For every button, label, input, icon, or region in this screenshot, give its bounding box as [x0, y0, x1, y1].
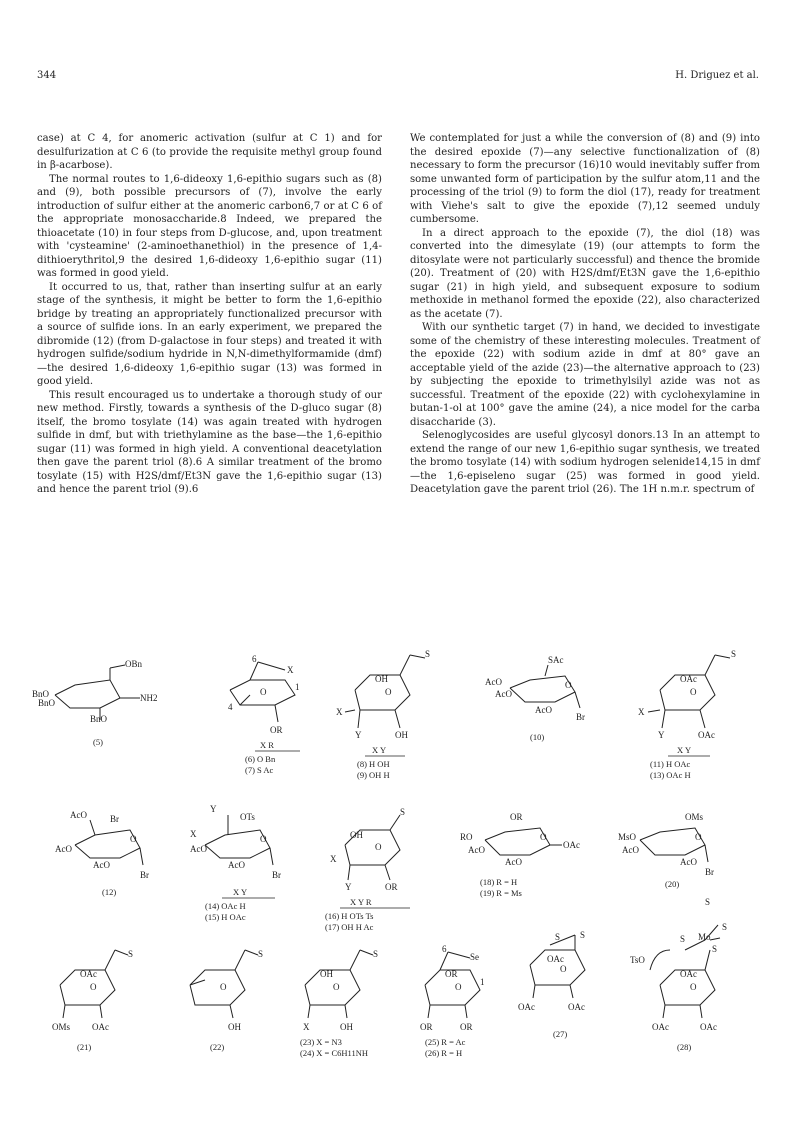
struct-label: OAc [563, 840, 580, 850]
struct-label: RO [460, 832, 473, 842]
compound-number: (18) R = H [480, 877, 518, 887]
struct-label: Br [140, 870, 149, 880]
struct-label: Y [355, 730, 362, 740]
compound-number: (22) [210, 1042, 225, 1052]
compound-number: (24) X = C6H11NH [300, 1048, 368, 1058]
struct-label: AcO [55, 844, 72, 854]
struct-label: Br [110, 814, 119, 824]
paragraph: This result encouraged us to undertake a thorough study of our new method. Firstly, towards a synthesis of the D-gluco sugar (8) itself, the bromo tosylate (14) was again treated with hydrogen sulfide in dmf, but with triethylamine as the base—the 1,6-epithio sugar (11) was formed in high yield. A conventional deacetylation then gave the parent triol (8).6 A similar treatment of the bromo tosylate (15) with H2S/dmf/Et3N gave the 1,6-epithio sugar (13) and hence the parent triol (9).6 [37, 389, 382, 495]
struct-label: X [287, 665, 294, 675]
struct-label: OAc [568, 1002, 585, 1012]
table-row: (15) H OAc [205, 912, 246, 922]
structure-27 [530, 935, 585, 998]
table-row: (14) OAc H [205, 901, 246, 911]
struct-label: O [560, 964, 567, 974]
table-row: (8) H OH [357, 759, 390, 769]
struct-label: BnO [90, 714, 108, 724]
struct-label: 1 [295, 682, 300, 692]
table-row: (7) S Ac [245, 765, 274, 775]
struct-label: OMs [52, 1022, 71, 1032]
paragraph: The normal routes to 1,6-dideoxy 1,6-epithio sugars such as (8) and (9), both possible precursors of (7), involve the early introduction of sulfur either at the anomeric carbon6,7 or at C 6 of the appropriate monosaccharide.8 Indeed, we prepared the thioacetate (10) in four steps from D-glucose, and, upon treatment with 'cysteamine' (2-aminoethanethiol) in the presence of 1,4-dithioerythritol,9 the desired 1,6-dideoxy 1,6-epithio sugar (11) was formed in good yield. [37, 173, 382, 279]
struct-label: AcO [228, 860, 245, 870]
paragraph: In a direct approach to the epoxide (7), the diol (18) was converted into the dimesylate (19) (our attempts to form the ditosylate were not particularly successful) and thence the bromide (20). Treatment of (20) with H2S/dmf/Et3N gave the 1,6-epithio sugar (21) in high yield, and subsequent exposure to sodium methoxide in methanol formed the epoxide (22), also characterized as the acetate (7). [410, 227, 760, 320]
table-header: X Y [677, 745, 692, 755]
struct-label: OMs [685, 812, 704, 822]
struct-label: OR [460, 1022, 473, 1032]
struct-label: Br [705, 867, 714, 877]
struct-label: O [90, 982, 97, 992]
struct-label: AcO [495, 689, 512, 699]
struct-label: Y [345, 882, 352, 892]
struct-label: OR [270, 725, 283, 735]
struct-label: O [540, 832, 547, 842]
struct-label: S [258, 949, 264, 959]
paragraph: Selenoglycosides are useful glycosyl donors.13 In an attempt to extend the range of our new 1,6-epithio sugar synthesis, we treated the bromo tosylate (14) with sodium hydrogen selenide14,15 in dmf—the 1,6-episeleno sugar (25) was formed in good yield. Deacetylation gave the parent triol (26). The 1H n.m.r. spectrum of [410, 430, 760, 495]
left-column [37, 132, 382, 497]
paragraph: With our synthetic target (7) in hand, we decided to investigate some of the chemistry of these interesting molecules. Treatment of the epoxide (22) with sodium azide in dmf at 80° gave an acceptable yield of the azide (23)—the alternative approach to (23) by subjecting the epoxide to trimethylsilyl azide was not as successful. Treatment of the epoxide (22) with cyclohexylamine in butan-1-ol at 100° gave the amine (24), a nice model for the carba disaccharide (3). [410, 322, 760, 428]
compound-number: (23) X = N3 [300, 1037, 342, 1047]
struct-label: SAc [548, 655, 564, 665]
compound-number: (5) [93, 737, 103, 747]
struct-label: AcO [505, 857, 522, 867]
struct-label: S [680, 934, 686, 944]
struct-label: X [303, 1022, 310, 1032]
struct-label: O [455, 982, 462, 992]
struct-label: O [130, 834, 137, 844]
struct-label: S [425, 649, 431, 659]
struct-label: X [336, 707, 343, 717]
table-row: (6) O Bn [245, 754, 276, 764]
paragraph: It occurred to us, that, rather than inserting sulfur at an early stage of the synthesis, it might be better to form the 1,6-epithio bridge by treating an appropriately functionalized precursor with a source of sulfide ions. In an early experiment, we prepared the dibromide (12) (from D-galactose in four steps) and treated it with hydrogen sulfide/sodium hydride in N,N-dimethylformamide (dmf)—the desired 1,6-dideoxy 1,6-epithio sugar (13) was formed in good yield. [37, 281, 382, 387]
struct-label: AcO [70, 810, 87, 820]
struct-label: 6 [252, 654, 257, 664]
struct-label: OH [395, 730, 408, 740]
struct-label: AcO [680, 857, 697, 867]
struct-label: Y [210, 804, 217, 814]
struct-label: BnO [32, 689, 50, 699]
page-number: 344 [37, 70, 57, 81]
running-title: H. Driguez et al. [675, 70, 759, 81]
struct-label: S [128, 949, 134, 959]
struct-label: O [333, 982, 340, 992]
struct-label: OTs [240, 812, 255, 822]
struct-label: 4 [228, 702, 233, 712]
struct-label: BnO [38, 698, 56, 708]
struct-label: O [220, 982, 227, 992]
struct-label: Br [576, 712, 585, 722]
table-header: X Y R [350, 897, 372, 907]
struct-label: 1 [480, 977, 485, 987]
struct-label: OH [375, 674, 388, 684]
struct-label: OH [320, 969, 333, 979]
struct-label: AcO [622, 845, 639, 855]
struct-label: Se [470, 952, 479, 962]
struct-label: O [690, 687, 697, 697]
struct-label: OR [420, 1022, 433, 1032]
table-row: (16) H OTs Ts [325, 911, 374, 921]
struct-label: S [722, 922, 728, 932]
table-row: (17) OH H Ac [325, 922, 374, 932]
compound-number: (12) [102, 887, 117, 897]
table-header: X Y [372, 745, 387, 755]
struct-label: TsO [630, 955, 645, 965]
struct-label: O [695, 832, 702, 842]
struct-label: OH [228, 1022, 241, 1032]
struct-label: O [385, 687, 392, 697]
structure-16-17 [345, 815, 400, 880]
compound-number: (28) [677, 1042, 692, 1052]
struct-label: OR [445, 969, 458, 979]
struct-label: OAc [652, 1022, 669, 1032]
struct-label: O [375, 842, 382, 852]
struct-label: AcO [190, 844, 207, 854]
struct-label: Mo [698, 932, 711, 942]
struct-label: S [580, 930, 586, 940]
struct-label: NH2 [140, 693, 158, 703]
paragraph: case) at C 4, for anomeric activation (sulfur at C 1) and for desulfurization at C 6 (to provide the requisite methyl group found in β-acarbose). [37, 133, 382, 171]
structure-11-13 [648, 655, 730, 728]
struct-label: Br [272, 870, 281, 880]
table-row: (13) OAc H [650, 770, 691, 780]
struct-label: OAc [547, 954, 564, 964]
table-row: (9) OH H [357, 770, 390, 780]
compound-number: (20) [665, 879, 680, 889]
struct-label: OAc [700, 1022, 717, 1032]
struct-label: OAc [92, 1022, 109, 1032]
struct-label: MsO [618, 832, 637, 842]
right-column [410, 132, 760, 497]
struct-label: S [555, 932, 561, 942]
struct-label: X [638, 707, 645, 717]
struct-label: S [705, 897, 711, 907]
struct-label: X [190, 829, 197, 839]
struct-label: OBn [125, 659, 143, 669]
struct-label: OAc [80, 969, 97, 979]
struct-label: O [260, 687, 267, 697]
struct-label: OR [510, 812, 523, 822]
struct-label: AcO [535, 705, 552, 715]
struct-label: AcO [93, 860, 110, 870]
struct-label: OAc [680, 674, 697, 684]
structure-18-19 [485, 828, 562, 855]
struct-label: AcO [468, 845, 485, 855]
compound-number: (21) [77, 1042, 92, 1052]
struct-label: O [260, 834, 267, 844]
struct-label: Y [658, 730, 665, 740]
struct-label: OR [385, 882, 398, 892]
struct-label: X [330, 854, 337, 864]
struct-label: OH [350, 830, 363, 840]
struct-label: S [373, 949, 379, 959]
struct-label: O [565, 680, 572, 690]
table-header: X Y [233, 887, 248, 897]
struct-label: S [731, 649, 737, 659]
compound-number: (27) [553, 1029, 568, 1039]
table-row: (11) H OAc [650, 759, 691, 769]
struct-label: OAc [518, 1002, 535, 1012]
table-header: X R [260, 740, 274, 750]
struct-label: OAc [680, 969, 697, 979]
struct-label: OAc [698, 730, 715, 740]
struct-label: OH [340, 1022, 353, 1032]
paragraph: We contemplated for just a while the conversion of (8) and (9) into the desired epoxide (7)—any selective functionalization of (8) necessary to form the precursor (16)10 would inevitably suffer from some unwanted form of participation by the sulfur atom,11 and the processing of the triol (9) to form the diol (17), ready for treatment with Viehe's salt to give the epoxide (7),12 seemed unduly cumbersome. [410, 133, 760, 225]
structure-5 [55, 665, 140, 720]
compound-number: (26) R = H [425, 1048, 463, 1058]
struct-label: AcO [485, 677, 502, 687]
compound-number: (25) R = Ac [425, 1037, 466, 1047]
struct-label: O [690, 982, 697, 992]
struct-label: 6 [442, 944, 447, 954]
struct-label: S [712, 944, 718, 954]
compound-number: (19) R = Ms [480, 888, 522, 898]
structure-figure [0, 640, 799, 1100]
struct-label: S [400, 807, 406, 817]
compound-number: (10) [530, 732, 545, 742]
